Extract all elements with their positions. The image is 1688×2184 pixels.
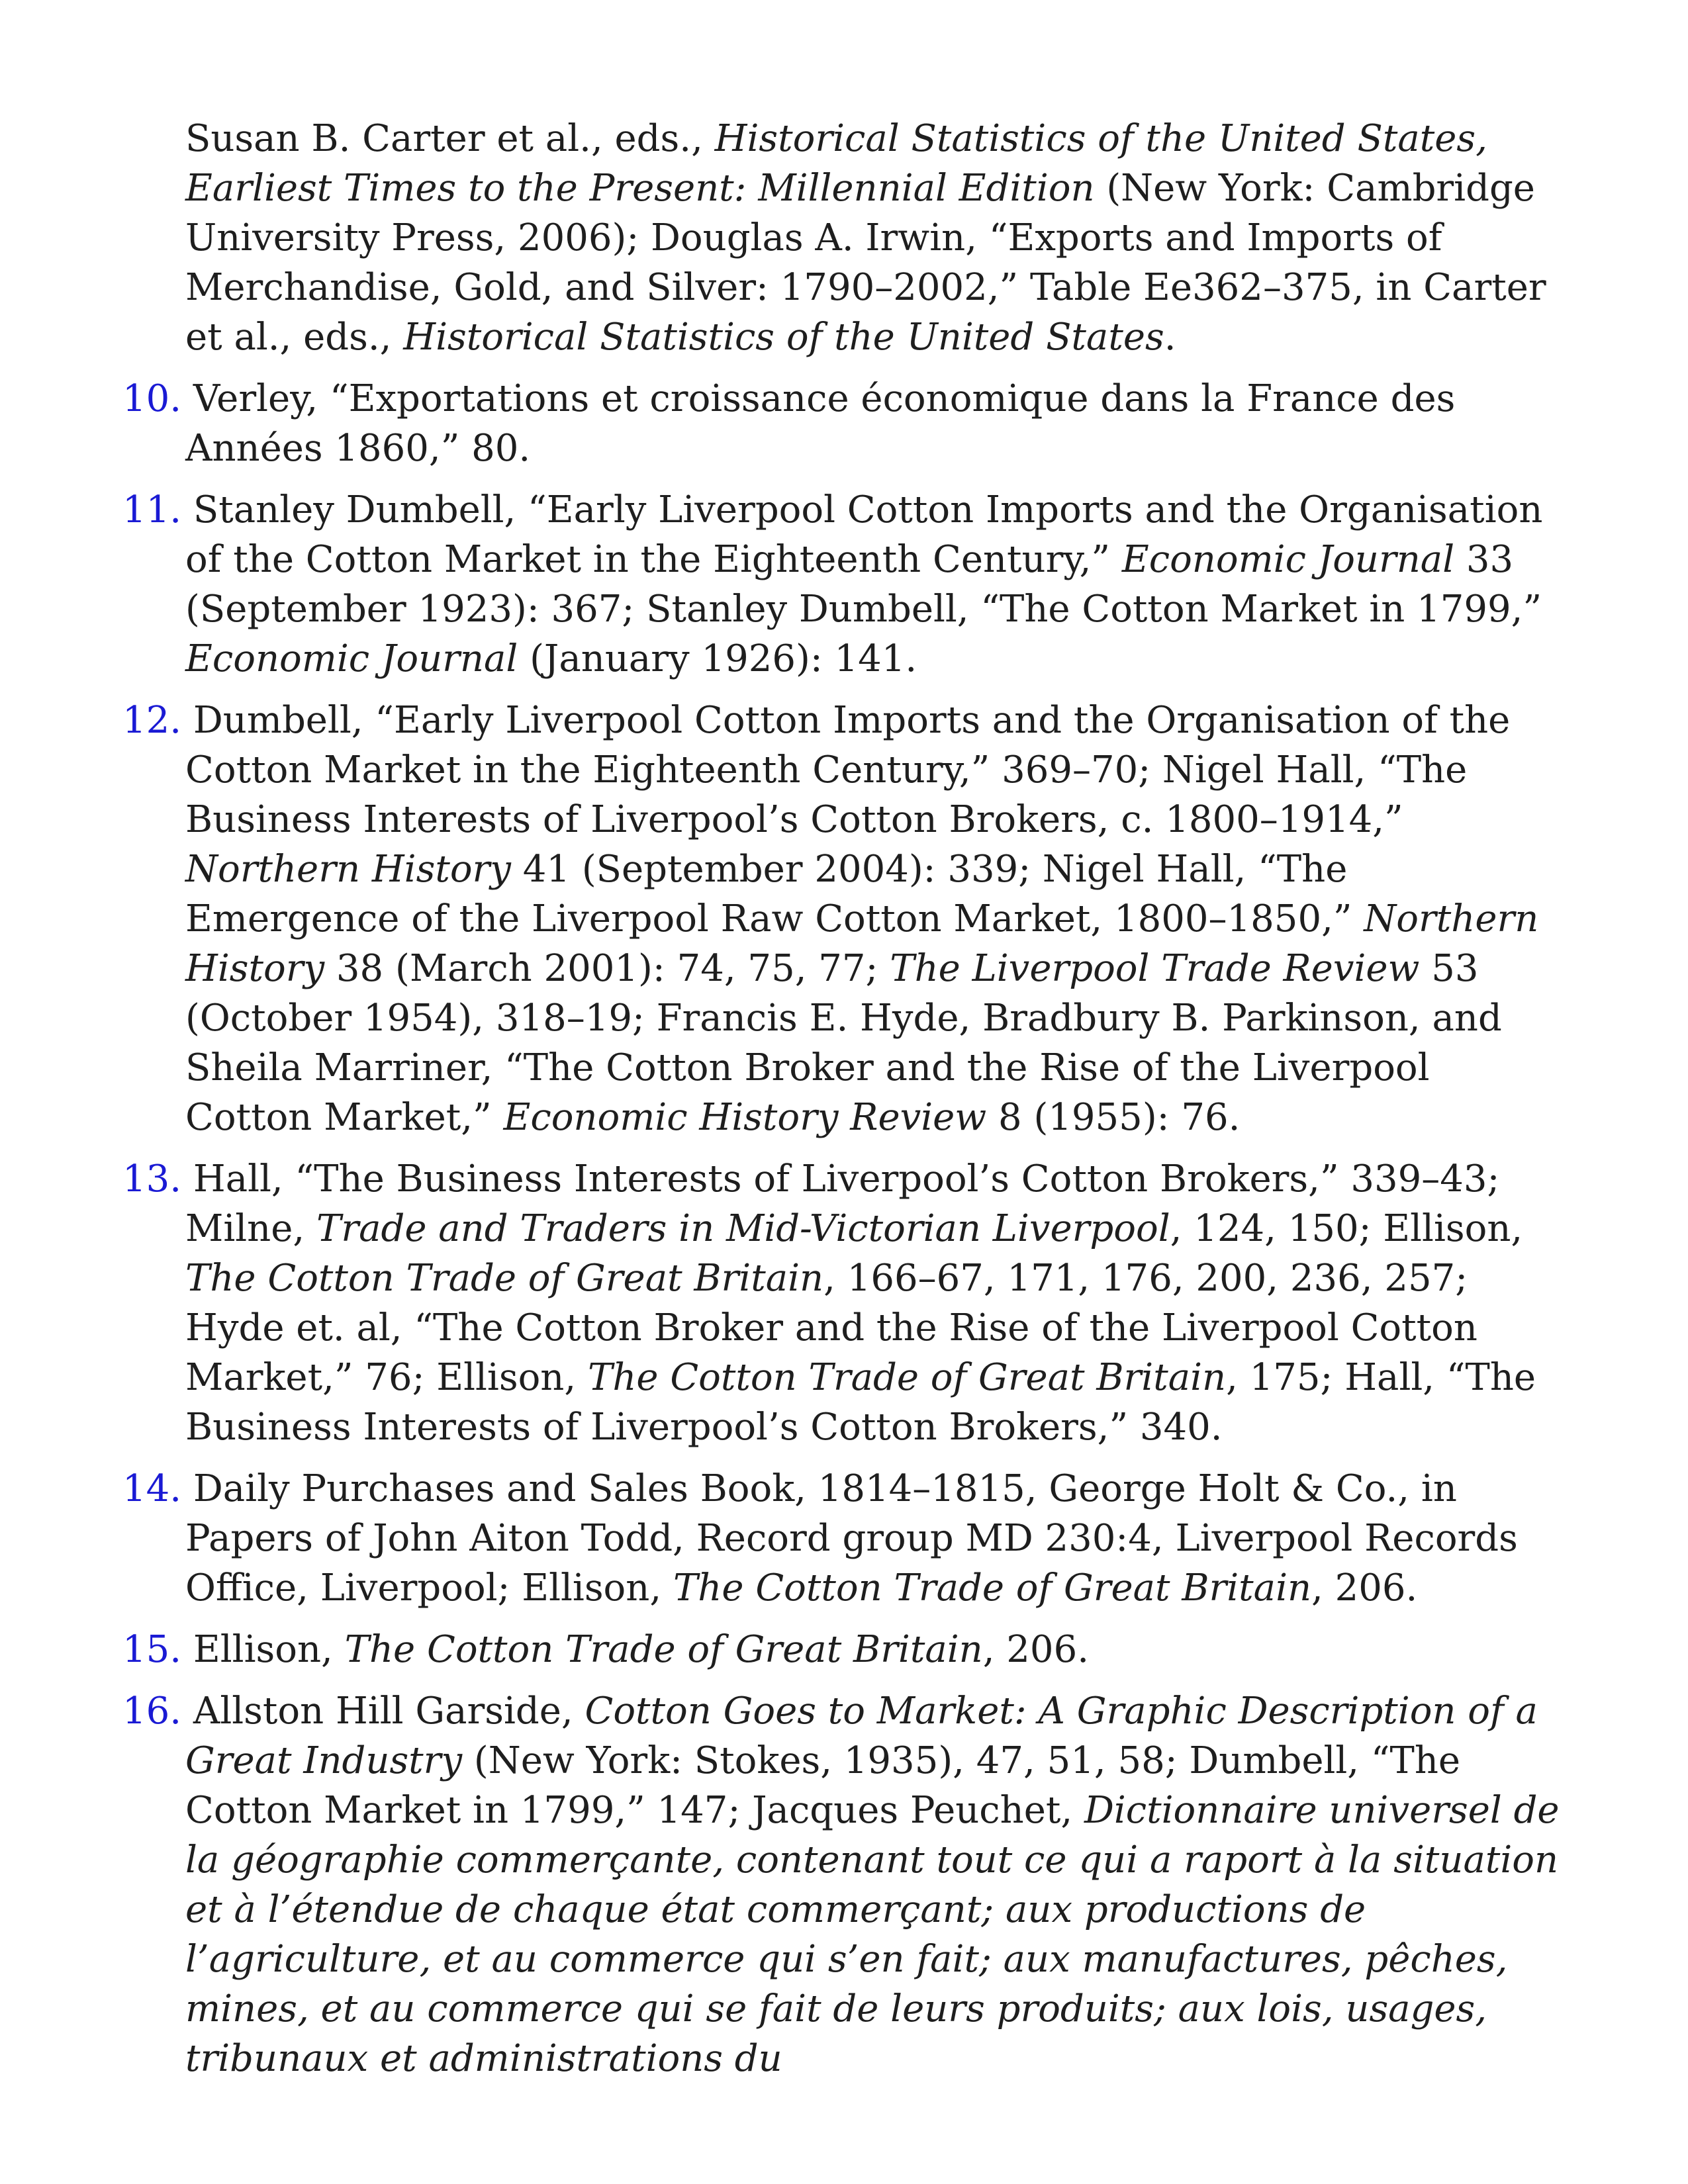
endnote-italic-title: Northern History	[185, 848, 511, 891]
endnote	[122, 374, 1562, 473]
endnote-text: , 206.	[1311, 1567, 1418, 1610]
endnote-italic-title: The Liverpool Trade Review	[890, 947, 1420, 990]
endnote-text: Dumbell, “Early Liverpool Cotton Imports and the Organisation of the Cotton Market in the Eighteenth Century,” 369–70; Nigel Hall, “The Business Interests of Liverpool’s Cotton Brokers, c. 1800–1914,”	[185, 699, 1511, 841]
endnote-italic-title: Trade and Traders in Mid-Victorian Liverpool	[316, 1207, 1170, 1250]
endnote-number-link[interactable]: 16.	[122, 1690, 182, 1733]
endnote	[122, 1464, 1562, 1613]
endnote-text: Allston Hill Garside,	[193, 1690, 585, 1733]
endnote-text: 8 (1955): 76.	[986, 1096, 1241, 1139]
endnote-text: Ellison,	[193, 1628, 345, 1671]
endnotes-list	[122, 114, 1562, 2083]
endnote-italic-title: Historical Statistics of the United States, Earliest Times to the Present: Millennial Edition	[185, 117, 1487, 210]
endnote-italic-title: The Cotton Trade of Great Britain	[673, 1567, 1312, 1610]
endnote-number-link[interactable]: 10.	[122, 377, 182, 420]
endnote-text: (January 1926): 141.	[518, 637, 917, 680]
endnote-italic-title: Historical Statistics of the United States	[403, 316, 1164, 359]
endnote-italic-title: The Cotton Trade of Great Britain	[185, 1257, 824, 1300]
endnote-text: , 206.	[982, 1628, 1089, 1671]
endnote-italic-title: The Cotton Trade of Great Britain	[587, 1356, 1227, 1399]
endnote	[122, 1625, 1562, 1674]
endnote-italic-title: Northern History	[185, 897, 1539, 990]
endnote-text: (New York: Stokes, 1935), 47, 51, 58; Dumbell, “The Cotton Market in 1799,” 147; Jacques Peuchet,	[185, 1739, 1461, 1832]
endnote-number-link[interactable]: 12.	[122, 699, 182, 742]
endnote-text: Verley, “Exportations et croissance économique dans la France des Années 1860,” 80.	[185, 377, 1456, 470]
endnote-text: 38 (March 2001): 74, 75, 77;	[324, 947, 890, 990]
endnote-text: (New York: Cambridge University Press, 2006); Douglas A. Irwin, “Exports and Imports of Merchandise, Gold, and Silver: 1790–2002,” Table Ee362–375, in Carter et al., eds.,	[185, 167, 1546, 359]
endnote-text: 33 (September 1923): 367; Stanley Dumbell, “The Cotton Market in 1799,”	[185, 538, 1542, 631]
endnote-text: Susan B. Carter et al., eds.,	[185, 117, 715, 160]
endnote-text: Stanley Dumbell, “Early Liverpool Cotton Imports and the Organisation of the Cotton Market in the Eighteenth Century,”	[185, 488, 1543, 581]
endnote-number-link[interactable]: 13.	[122, 1158, 182, 1201]
endnote-number-link[interactable]: 14.	[122, 1467, 182, 1510]
endnote-continuation	[122, 114, 1562, 362]
endnote-italic-title: Dictionnaire universel de la géographie commerçante, contenant tout ce qui a raport à la situation et à l’étendue de chaque état commerçant; aux productions de l’agriculture, et au commerce qui s’en fait; aux manufactures, pêches, mines, et au commerce qui se fait de leurs produits; aux lois, usages, tribunaux et administrations du	[185, 1789, 1560, 2080]
endnote-italic-title: Economic History Review	[503, 1096, 987, 1139]
endnote-text: , 175; Hall, “The Business Interests of Liverpool’s Cotton Brokers,” 340.	[185, 1356, 1536, 1449]
endnote	[122, 485, 1562, 684]
endnote	[122, 1686, 1562, 2083]
endnote-number-link[interactable]: 15.	[122, 1628, 182, 1671]
endnote-number-link[interactable]: 11.	[122, 488, 182, 531]
endnote-italic-title: Cotton Goes to Market: A Graphic Description of a Great Industry	[185, 1690, 1538, 1782]
endnote-italic-title: Economic Journal	[1121, 538, 1455, 581]
endnote-text: Hall, “The Business Interests of Liverpool’s Cotton Brokers,” 339–43; Milne,	[185, 1158, 1500, 1250]
endnote-text: , 166–67, 171, 176, 200, 236, 257; Hyde et. al, “The Cotton Broker and the Rise of the Liverpool Cotton Market,” 76; Ellison,	[185, 1257, 1477, 1399]
endnote-text: 41 (September 2004): 339; Nigel Hall, “The Emergence of the Liverpool Raw Cotton Market, 1800–1850,”	[185, 848, 1364, 940]
endnote	[122, 696, 1562, 1142]
endnote-italic-title: The Cotton Trade of Great Britain	[344, 1628, 983, 1671]
endnote-text: 53 (October 1954), 318–19; Francis E. Hyde, Bradbury B. Parkinson, and Sheila Marriner, “The Cotton Broker and the Rise of the Liverpool Cotton Market,”	[185, 947, 1502, 1139]
endnote-text: , 124, 150; Ellison,	[1170, 1207, 1523, 1250]
endnote-italic-title: Economic Journal	[185, 637, 518, 680]
endnote	[122, 1154, 1562, 1452]
endnote-text: Daily Purchases and Sales Book, 1814–1815, George Holt & Co., in Papers of John Aiton Todd, Record group MD 230:4, Liverpool Records Office, Liverpool; Ellison,	[185, 1467, 1518, 1610]
endnote-text: .	[1164, 316, 1176, 359]
